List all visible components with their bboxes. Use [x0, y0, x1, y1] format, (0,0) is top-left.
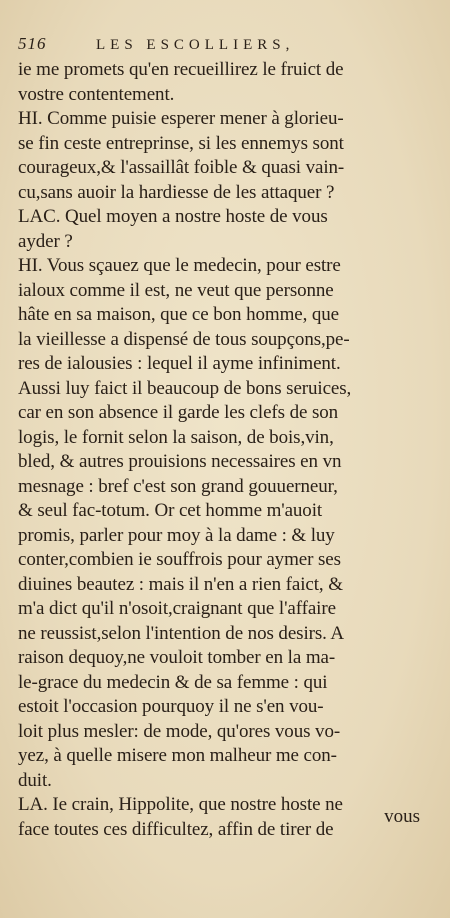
- text-line: cu,sans auoir la hardiesse de les attaquer ?: [18, 181, 335, 203]
- text-line: yez, à quelle misere mon malheur me con-: [18, 745, 337, 766]
- text-line: LAC. Quel moyen a nostre hoste de vous: [18, 206, 328, 227]
- catchword: vous: [384, 806, 420, 827]
- page-number: 516: [18, 34, 47, 53]
- text-line: duit.: [18, 769, 52, 791]
- text-line: ne reussist,selon l'intention de nos desirs. A: [18, 622, 345, 644]
- text-line: face toutes ces difficultez, affin de tirer de: [18, 818, 334, 840]
- text-line: HI. Comme puisie esperer mener à glorieu-: [18, 108, 344, 129]
- text-line: promis, parler pour moy à la dame : & luy: [18, 524, 335, 546]
- text-line: le-grace du medecin & de sa femme : qui: [18, 671, 328, 693]
- text-line: m'a dict qu'il n'osoit,craignant que l'affaire: [18, 598, 336, 619]
- text-line: estoit l'occasion pourquoy il ne s'en vou-: [18, 696, 324, 717]
- text-line: loit plus mesler: de mode, qu'ores vous vo-: [18, 720, 341, 742]
- text-line: HI. Vous sçauez que le medecin, pour estre: [18, 255, 341, 276]
- text-line: ialoux comme il est, ne veut que personne: [18, 279, 334, 301]
- text-line: mesnage : bref c'est son grand gouuerneur,: [18, 475, 338, 497]
- text-line: diuines beautez : mais il n'en a rien faict, &: [18, 573, 343, 595]
- text-line: ie me promets qu'en recueillirez le fruict de: [18, 59, 344, 80]
- text-line: logis, le fornit selon la saison, de bois,vin,: [18, 426, 334, 448]
- running-head: LES ESCOLLIERS,: [96, 37, 295, 53]
- text-line: vostre contentement.: [18, 83, 175, 105]
- text-line: car en son absence il garde les clefs de son: [18, 402, 339, 423]
- text-line: se fin ceste entreprinse, si les ennemys sont: [18, 132, 344, 154]
- text-line: & seul fac-totum. Or cet homme m'auoit: [18, 500, 323, 521]
- text-line: conter,combien ie souffrois pour aymer ses: [18, 549, 341, 570]
- text-block: [18, 58, 430, 842]
- text-line: hâte en sa maison, que ce bon homme, que: [18, 304, 340, 325]
- text-line: la vieillesse a dispensé de tous soupçons,pe-: [18, 328, 350, 350]
- text-line: LA. Ie crain, Hippolite, que nostre hoste ne: [18, 794, 343, 815]
- text-line: bled, & autres prouisions necessaires en vn: [18, 451, 342, 472]
- text-line: raison dequoy,ne vouloit tomber en la ma-: [18, 647, 336, 668]
- page-header: [18, 34, 428, 55]
- text-line: ayder ?: [18, 230, 73, 252]
- text-line: res de ialousies : lequel il ayme infiniment.: [18, 353, 341, 374]
- text-line: Aussi luy faict il beaucoup de bons seruices,: [18, 377, 352, 399]
- text-line: courageux,& l'assaillât foible & quasi vain-: [18, 157, 345, 178]
